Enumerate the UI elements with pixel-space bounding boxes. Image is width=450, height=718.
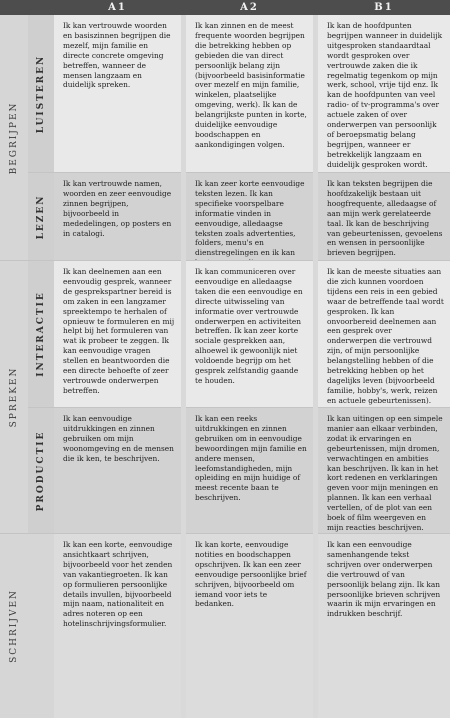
cell-productie-a2: Ik kan een reeks uitdrukkingen en zinnen gebruiken om in eenvoudige bewoordingen mijn familie en andere mensen, leefomstandigheden, mijn opleiding en mijn huidige of meest recente baan te beschrijven. xyxy=(186,407,313,533)
category-spreken xyxy=(0,260,28,533)
cell-luisteren-b1: Ik kan de hoofdpunten begrijpen wanneer in duidelijk uitgesproken standaardtaal wordt gesproken over vertrouwde zaken die ik regelmatig tegenkom op mijn werk, school, vrije tijd enz. Ik kan de hoofdpunten van veel radio- of tv-programma's over actuele zaken of over onderwerpen van persoonlijk of beroepsmatig belang begrijpen, wanneer er betrekkelijk langzaam en duidelijk gesproken wordt. xyxy=(318,15,450,172)
header-b1: B1 xyxy=(318,0,450,15)
row-label-interactie xyxy=(28,260,54,407)
header-a1: A1 xyxy=(54,0,181,15)
cell-interactie-b1: Ik kan de meeste situaties aan die zich kunnen voordoen tijdens een reis in een gebied waar de betreffende taal wordt gesproken. Ik kan onvoorbereid deelnemen aan een gesprek over onderwerpen die vertrouwd zijn, of mijn persoonlijke belangstelling hebben of die betrekking hebben op het dagelijks leven (bijvoorbeeld familie, hobby's, werk, reizen en actuele gebeurtenissen). xyxy=(318,260,450,407)
row-label-lezen xyxy=(28,172,54,260)
cell-schrijven-a1: Ik kan een korte, eenvoudige ansichtkaart schrijven, bijvoorbeeld voor het zenden van vakantiegroeten. Ik kan op formulieren persoonlijke details invullen, bijvoorbeeld mijn naam, nationaliteit en adres noteren op een hotelinschrijvingsformulier. xyxy=(54,533,181,718)
row-label: LEZEN xyxy=(36,194,46,239)
category-begrijpen xyxy=(0,15,28,260)
cell-luisteren-a1: Ik kan vertrouwde woorden en basiszinnen begrijpen die mezelf, mijn familie en directe concrete omgeving betreffen, wanneer de mensen langzaam en duidelijk spreken. xyxy=(54,15,181,172)
row-label: LUISTEREN xyxy=(36,54,46,133)
cell-luisteren-a2: Ik kan zinnen en de meest frequente woorden begrijpen die betrekking hebben op gebieden die van direct persoonlijk belang zijn (bijvoorbeeld basisinformatie over mezelf en mijn familie, winkelen, plaatselijke omgeving, werk). Ik kan de belangrijkste punten in korte, duidelijke eenvoudige boodschappen en aankondigingen volgen. xyxy=(186,15,313,172)
cell-schrijven-a2: Ik kan korte, eenvoudige notities en boodschappen opschrijven. Ik kan een zeer eenvoudige persoonlijke brief schrijven, bijvoorbeeld om iemand voor iets te bedanken. xyxy=(186,533,313,718)
cell-schrijven-b1: Ik kan een eenvoudige samenhangende tekst schrijven over onderwerpen die vertrouwd of van persoonlijk belang zijn. Ik kan persoonlijke brieven schrijven waarin ik mijn ervaringen en indrukken beschrijf. xyxy=(318,533,450,718)
row-label: PRODUCTIE xyxy=(36,430,46,511)
cell-productie-b1: Ik kan uitingen op een simpele manier aan elkaar verbinden, zodat ik ervaringen en gebeurtenissen, mijn dromen, verwachtingen en ambities kan beschrijven. Ik kan in het kort redenen en verklaringen geven voor mijn meningen en plannen. Ik kan een verhaal vertellen, of de plot van een boek of film weergeven en mijn reacties beschrijven. xyxy=(318,407,450,533)
category-label: SPREKEN xyxy=(9,366,19,428)
cell-interactie-a1: Ik kan deelnemen aan een eenvoudig gesprek, wanneer de gesprekspartner bereid is om zaken in een langzamer spreektempo te herhalen of opnieuw te formuleren en mij helpt bij het formuleren van wat ik probeer te zeggen. Ik kan eenvoudige vragen stellen en beantwoorden die een directe behoefte of zeer vertrouwde onderwerpen betreffen. xyxy=(54,260,181,407)
row-label-productie xyxy=(28,407,54,533)
header-corner xyxy=(0,0,54,15)
cell-lezen-a1: Ik kan vertrouwde namen, woorden en zeer eenvoudige zinnen begrijpen, bijvoorbeeld in mededelingen, op posters en in catalogi. xyxy=(54,172,181,260)
header-a2: A2 xyxy=(186,0,313,15)
cell-lezen-b1: Ik kan teksten begrijpen die hoofdzakelijk bestaan uit hoogfrequente, alledaagse of aan mijn werk gerelateerde taal. Ik kan de beschrijving van gebeurtenissen, gevoelens en wensen in persoonlijke brieven begrijpen. xyxy=(318,172,450,260)
category-schrijven xyxy=(0,533,54,718)
cell-productie-a1: Ik kan eenvoudige uitdrukkingen en zinnen gebruiken om mijn woonomgeving en de mensen die ik ken, te beschrijven. xyxy=(54,407,181,533)
category-label: SCHRIJVEN xyxy=(9,589,19,663)
cell-lezen-a2: Ik kan zeer korte eenvoudige teksten lezen. Ik kan specifieke voorspelbare informatie vinden in eenvoudige, alledaagse teksten zoals advertenties, folders, menu's en dienstregelingen en ik kan xyxy=(186,172,313,260)
cell-interactie-a2: Ik kan communiceren over eenvoudige en alledaagse taken die een eenvoudige en directe uitwisseling van informatie over vertrouwde onderwerpen en activiteiten betreffen. Ik kan zeer korte sociale gesprekken aan, alhoewel ik gewoonlijk niet voldoende begrijp om het gesprek zelfstandig gaande te houden. xyxy=(186,260,313,407)
row-label: INTERACTIE xyxy=(36,291,46,377)
row-label-luisteren xyxy=(28,15,54,172)
category-label: BEGRIJPEN xyxy=(9,101,19,174)
